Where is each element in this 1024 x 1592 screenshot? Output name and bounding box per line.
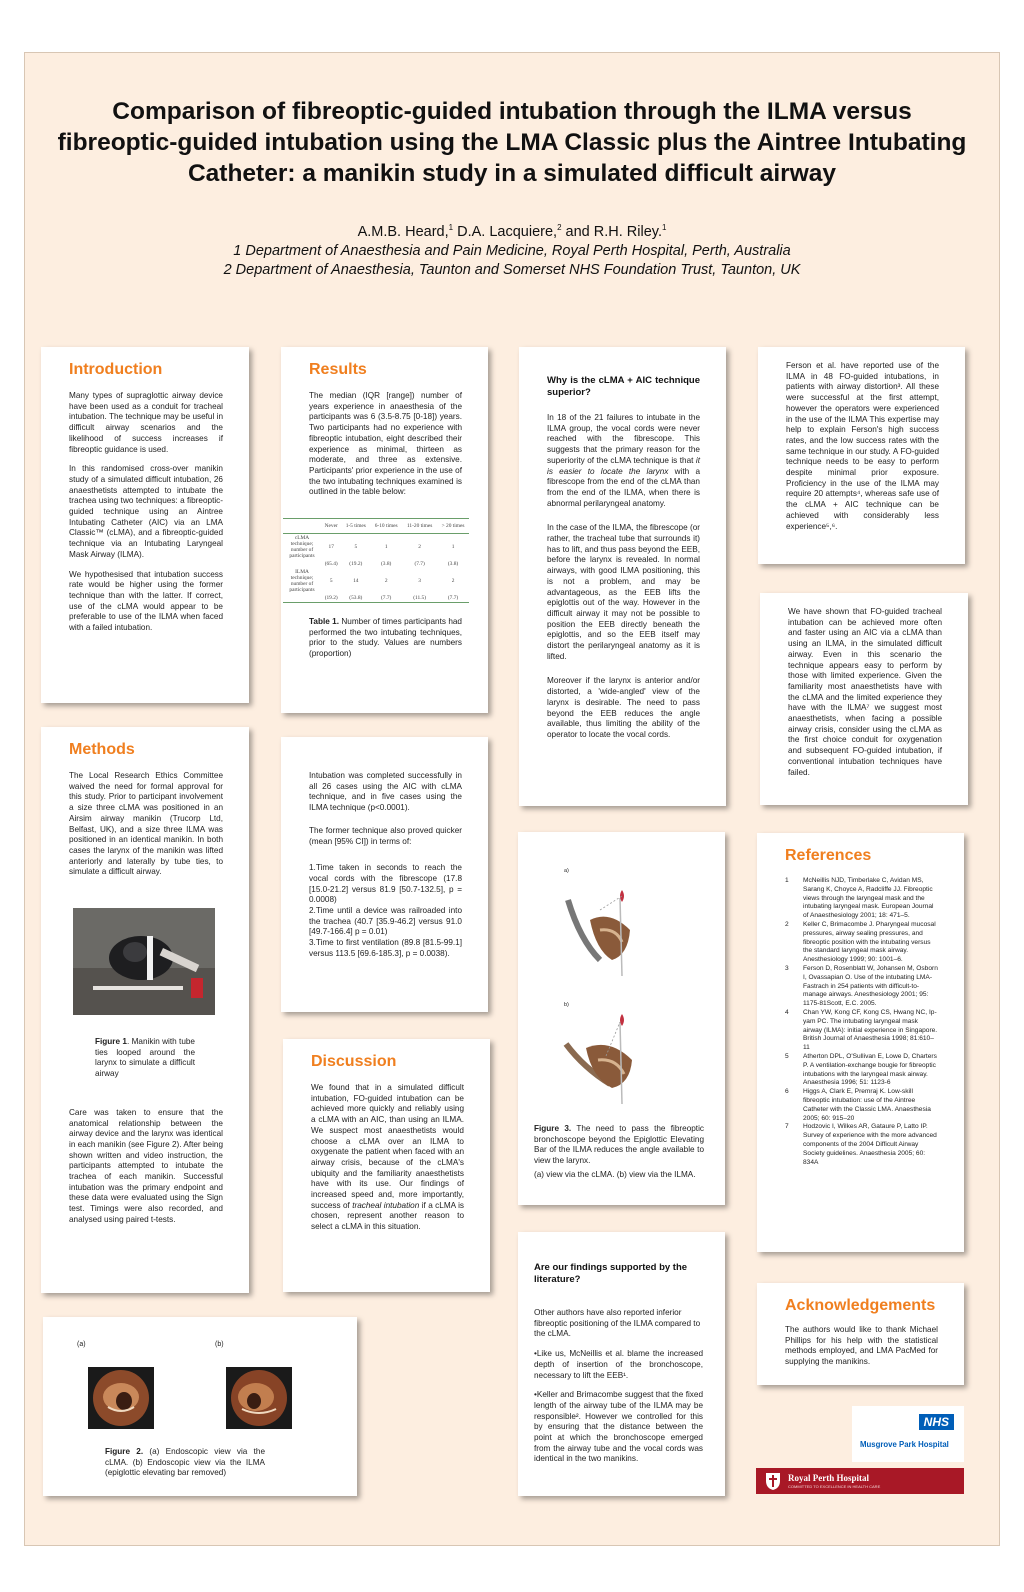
endoscopic-view-b-image <box>226 1367 292 1429</box>
introduction-paragraph-2: In this randomised cross-over manikin study of a simulated difficult intubation, 26 anaesthetists attempted to intubate the trachea using two techniques: a fibreoptic-guided technique using an Aintree Intubating Catheter (AIC) via an LMA Classic™ (cLMA), and a fibreoptic-guided technique via an Intubating Laryngeal Mask Airway (ILMA). <box>69 464 223 559</box>
why-paragraph-2: In the case of the ILMA, the fibrescope (or rather, the tracheal tube that surrounds it) has to lift, and thus pass beyond the EEB, before the larynx is revealed. In normal airways, with good ILMA positioning, this is not a problem, and may be advantageous, as the EEB lifts the epiglottis out of the way. However in the difficult airway it may not be possible to position the EEB directly beneath the epiglottis, and so the EEB itself may distort the perilaryngeal anatomy as it is lifted. <box>547 523 700 661</box>
why-heading: Why is the cLMA + AIC technique superior? <box>547 375 700 398</box>
why-paragraph-1 <box>547 413 700 509</box>
figure-3-label-b: b) <box>564 1002 569 1008</box>
reference-text: Keller C, Brimacombe J. Pharyngeal mucosal pressures, airway sealing pressures, and fibreoptic position with the intubating versus the standard laryngeal mask airway. Anesthesiology 1999; 90: 1001–6. <box>803 920 936 964</box>
figure-3-subcaption: (a) view via the cLMA. (b) view via the ILMA. <box>534 1170 696 1179</box>
author-1-affil: 1 <box>448 223 454 232</box>
figure-3-caption-label: Figure 3. <box>534 1124 572 1133</box>
ferson-panel <box>758 347 965 564</box>
table-1-caption-text: Number of times participants had performed the two intubating techniques, prior to the study. Values are numbers (proportion) <box>309 617 462 659</box>
why-emphasis: it is easier to locate the larynx <box>547 455 700 476</box>
list-item <box>785 1053 938 1088</box>
references-list <box>785 877 938 1167</box>
reference-text: Chan YW, Kong CF, Kong CS, Hwang NC, Ip-yam PC. The intubating laryngeal mask airway (ILMA): initial experience in Singapore. British Journal of Anaesthesia 1998; 81:610–11 <box>803 1008 938 1052</box>
literature-paragraph-3: •Keller and Brimacombe suggest that the fixed length of the airway tube of the ILMA may be responsible². However we controlled for this by ensuring that the distance between the point at which the bronchoscope emerged from the airway tube and the vocal cords was identical in the two manikins. <box>534 1390 703 1464</box>
table-cell: 17 <box>328 544 334 551</box>
reference-number: 7 <box>785 1123 789 1131</box>
results-paragraph-1: The median (IQR [range]) number of years experience in anaesthesia of the participants was 6 (3.5-8.75 [0-18]) years. Two participants had no experience with fibreoptic intubation, eight described their experience as minimal, thirteen as moderate, and three as extensive. Participants' prior experience in the use of the two intubating techniques examined is outlined in the table below: <box>309 391 462 497</box>
list-item <box>785 1088 938 1123</box>
figure-2-caption <box>105 1447 265 1479</box>
results-heading: Results <box>309 361 367 378</box>
literature-heading: Are our findings supported by the literature? <box>534 1262 688 1285</box>
table-cell: 5 <box>354 544 358 551</box>
table-1-label: Table 1. <box>309 617 339 627</box>
why-text-part: with a fibrescope from the end of the cLMA than from the end of the ILMA, when there is abnormal perilaryngeal anatomy. <box>547 466 700 508</box>
table-row <box>283 560 469 568</box>
table-cell: (7.7) <box>414 561 425 568</box>
results-continued-panel <box>281 737 488 1012</box>
ilma-diagram <box>560 1008 656 1104</box>
results-panel <box>281 347 488 713</box>
list-item <box>785 1123 938 1167</box>
introduction-heading: Introduction <box>69 361 163 378</box>
figure-1-caption <box>95 1037 195 1080</box>
title-line-1: Comparison of fibreoptic-guided intubation through the ILMA versus <box>112 98 912 125</box>
list-item <box>785 965 938 1009</box>
manikin-photo-image <box>73 908 215 1015</box>
reference-number: 2 <box>785 920 789 928</box>
table-cell: 3 <box>418 578 421 585</box>
endoscopic-view-a-image <box>88 1367 154 1429</box>
author-list <box>0 218 1024 242</box>
figure-3-label-a: a) <box>564 868 569 874</box>
author-3: and R.H. Riley. <box>561 223 662 240</box>
discussion-panel <box>283 1039 490 1292</box>
list-item <box>785 921 938 965</box>
table-cell: 14 <box>353 578 359 585</box>
table-cell: 2 <box>418 544 421 551</box>
introduction-paragraph-1: Many types of supraglottic airway device have been used as a conduit for tracheal intubation. The technique may be useful in difficult airway scenarios and the likelihood of success increases if fibreoptic guidance is used. <box>69 391 223 454</box>
list-item <box>785 877 938 921</box>
table-cell: (7.7) <box>370 594 402 603</box>
table-header-cell: > 20 times <box>437 519 469 534</box>
table-header-cell: 11-20 times <box>402 519 437 534</box>
author-2-affil: 2 <box>557 223 562 232</box>
discussion-emphasis: tracheal intubation <box>352 1200 420 1210</box>
why-panel <box>519 347 726 806</box>
table-row <box>283 568 469 594</box>
figure-2-caption-text: (a) Endoscopic view via the cLMA. (b) Endoscopic view via the ILMA (epiglottic elevating bar removed) <box>105 1447 266 1478</box>
methods-heading: Methods <box>69 741 135 758</box>
figure-1-caption-text: . Manikin with tube ties looped around the larynx to simulate a difficult airway <box>95 1037 195 1079</box>
table-cell: 2 <box>384 578 388 585</box>
table-cell: (7.7) <box>437 594 469 603</box>
results-continued-paragraph-1: Intubation was completed successfully in all 26 cases using the AIC with cLMA technique, and in five cases using the ILMA technique (p<0.0001). <box>309 771 462 813</box>
table-cell: (3.8) <box>381 561 392 568</box>
references-panel <box>757 833 964 1252</box>
reference-number: 4 <box>785 1008 789 1016</box>
table-cell: (65.4) <box>324 561 338 568</box>
ferson-paragraph: Ferson et al. have reported use of the ILMA in 48 FO-guided intubations, in patients with airway distortion³. All these were successful at the first attempt, however the operators were experienced in the use of the ILMA This expertise may help to explain Ferson's high success rates, and the low success rates with the same technique in our study. A FO-guided technique needs to be easy to perform despite minimal prior exposure. Proficiency in the use of the ILMA may require 20 attempts⁴, whereas safe use of the cLMA + AIC technique can be achieved with considerably less experience⁵,⁶. <box>786 361 939 531</box>
affiliation-1: 1 Department of Anaesthesia and Pain Medicine, Royal Perth Hospital, Perth, Australia <box>233 242 791 259</box>
reference-number: 5 <box>785 1052 789 1060</box>
title-line-3: Catheter: a manikin study in a simulated difficult airway <box>187 160 837 187</box>
methods-panel <box>41 727 249 1293</box>
musgrove-hospital-name: Musgrove Park Hospital <box>860 1440 949 1449</box>
discussion-text-part: if a cLMA is chosen, represent another reason to select a cLMA in this situation. <box>311 1200 464 1232</box>
author-3-affil: 1 <box>661 223 667 232</box>
figure-3-caption <box>534 1124 704 1167</box>
references-heading: References <box>785 847 872 864</box>
table-cell: (3.8) <box>447 561 459 568</box>
table-cell: 5 <box>329 578 333 585</box>
results-continued-paragraph-2: The former technique also proved quicker (mean [95% CI]) in terms of: <box>309 825 462 846</box>
why-paragraph-3: Moreover if the larynx is anterior and/or distorted, a 'wide-angled' view of the larynx is desirable. The need to pass beyond the EEB reduces the angle available, thus limiting the ability of the operator to locate the vocal cords. <box>547 676 700 739</box>
figure-2-caption-label: Figure 2. <box>105 1447 144 1456</box>
table-row-label: cLMA technique; number of participants <box>289 535 315 560</box>
figure-1-photo <box>73 908 215 1015</box>
figure-3-panel <box>518 832 725 1205</box>
discussion-text-part: We found that in a simulated difficult intubation, FO-guided intubation can be achieved more quickly and reliably using a cLMA with an AIC, than using an ILMA. We suspect most anaesthetists would choose a cLMA over an ILMA to oxygenate the patient when faced with an airway crisis, because of the cLMA's ubiquity and the familiarity anaesthetists have with its use. Our findings of increased speed and, more importantly, success of <box>311 1083 464 1210</box>
conclusion-paragraph: We have shown that FO-guided tracheal intubation can be achieved more often and faster using an AIC via a cLMA than using an ILMA, in the simulated difficult airway. Even in this scenario the technique appears easy to perform by those with limited experience. Given the familiarity most anaesthetists have with the cLMA and the limited experience they have with the ILMA⁷ we suggest most anaesthetists, when facing a possible airway crisis, consider using the cLMA as the first choice conduit for oxygenation and subsequent FO-guided intubation, if conventional intubation techniques have failed. <box>788 607 942 777</box>
reference-text: Higgs A, Clark E, Premraj K. Low-skill fibreoptic intubation: use of the Aintree Catheter with the Classic LMA. Anaesthesia 2005; 60: 915–20 <box>803 1088 931 1122</box>
table-cell: (19.2) <box>349 561 363 568</box>
discussion-paragraph-1 <box>311 1083 464 1233</box>
results-item-1: 1.Time taken in seconds to reach the vocal cords with the fibrescope (17.8 [15.0-21.2] versus 81.9 [50.7-132.5], p = 0.0008) <box>309 863 462 905</box>
why-text-part: In 18 of the 21 failures to intubate in the ILMA group, the vocal cords were never reached with the fibrescope. This suggests that the primary reason for the superiority of the cLMA technique is that <box>547 413 700 465</box>
reference-text: Atherton DPL, O'Sullivan E, Lowe D, Charters P. A ventilation-exchange bougie for fibreoptic intubations with the laryngeal mask airway. Anaesthesia 1996; 51: 1123-6 <box>803 1052 937 1087</box>
acknowledgements-heading: Acknowledgements <box>785 1297 936 1314</box>
acknowledgements-text: The authors would like to thank Michael Phillips for his help with the statistical methods employed, and LMA PacMed for supplying the manikins. <box>785 1325 938 1367</box>
table-cell: 1 <box>451 544 455 551</box>
reference-number: 6 <box>785 1088 789 1096</box>
table-header-cell: 1-5 times <box>341 519 370 534</box>
figure-3-caption-text: The need to pass the fibreoptic bronchoscope beyond the Epiglottic Elevating Bar of the ILMA reduces the angle available to view the larynx. <box>534 1124 704 1166</box>
table-cell: 1 <box>384 544 388 551</box>
table-cell: (19.2) <box>321 594 341 603</box>
acknowledgements-panel <box>757 1283 964 1385</box>
reference-text: McNeillis NJD, Timberlake C, Avidan MS, Sarang K, Choyce A, Radcliffe JJ. Fibreoptic views through the laryngeal mask and the intubating laryngeal mask. European Journal of Anaesthesiology 2001; 18: 471–5. <box>803 877 934 920</box>
literature-panel <box>518 1232 725 1496</box>
table-row <box>283 534 469 561</box>
rph-name: Royal Perth Hospital <box>788 1473 869 1483</box>
conclusion-panel <box>760 593 968 805</box>
author-1: A.M.B. Heard, <box>357 223 449 240</box>
table-cell: (11.5) <box>402 594 437 603</box>
experience-table <box>283 518 469 603</box>
crest-icon <box>764 1471 782 1491</box>
introduction-paragraph-3: We hypothesised that intubation success rate would be higher using the former technique than with the latter. If correct, use of the cLMA would appear to be preferable to use of the ILMA when faced with a failed intubation. <box>69 569 223 633</box>
literature-paragraph-2: •Like us, McNeillis et al. blame the increased depth of insertion of the bronchoscope, necessary to lift the EEB¹. <box>534 1349 703 1380</box>
royal-perth-hospital-logo <box>756 1468 964 1494</box>
rph-tagline: COMMITTED TO EXCELLENCE IN HEALTH CARE <box>788 1484 881 1489</box>
poster-title <box>0 96 1024 189</box>
affiliation-2: 2 Department of Anaesthesia, Taunton and Somerset NHS Foundation Trust, Taunton, UK <box>223 261 801 278</box>
table-header-row <box>283 519 469 534</box>
figure-2-panel <box>43 1317 357 1496</box>
table-row <box>283 594 469 603</box>
author-2: D.A. Lacquiere, <box>453 223 558 240</box>
table-header-cell: Never <box>321 519 341 534</box>
table-cell: (53.8) <box>341 594 370 603</box>
nhs-logo <box>852 1406 964 1462</box>
reference-text: Ferson D, Rosenblatt W, Johansen M, Osborn I, Ovassapian O. Use of the intubating LMA-Fastrach in 254 patients with difficult-to-manage airways. Anesthesiology 2001; 95: 1175-81Scott, E.C. 2005. <box>803 964 938 1008</box>
introduction-panel <box>41 347 249 703</box>
figure-2-label-a: (a) <box>77 1341 86 1348</box>
figure-1-label: Figure 1 <box>95 1037 127 1047</box>
reference-number: 3 <box>785 964 789 972</box>
methods-paragraph-2: Care was taken to ensure that the anatomical relationship between the airway device and the larynx was identical in each manikin (see Figure 2). After being shown written and video instruction, the participants attempted to intubate the trachea of each manikin. Successful intubation was the primary endpoint and these data were evaluated using the Sign test. Timings were also recorded, and analysed using paired t-tests. <box>69 1107 223 1224</box>
table-header-cell: 6-10 times <box>370 519 402 534</box>
nhs-badge: NHS <box>919 1414 954 1430</box>
literature-paragraph-1: Other authors have also reported inferior fibreoptic positioning of the ILMA compared to the cLMA. <box>534 1308 701 1339</box>
title-line-2: fibreoptic-guided intubation using the LMA Classic plus the Aintree Intubating <box>57 129 967 156</box>
clma-diagram <box>560 880 656 976</box>
author-block <box>0 218 1024 280</box>
results-item-3: 3.Time to first ventilation (89.8 [81.5-99.1] versus 113.5 [69.6-185.3], p = 0.0038). <box>309 938 462 958</box>
methods-paragraph-1: The Local Research Ethics Committee waived the need for formal approval for this study. Prior to participant involvement a size three cLMA was positioned in an Airsim airway manikin (Trucorp Ltd, Belfast, UK), and a size three ILMA was positioned in an identical manikin. In both cases the larynx of the manikin was lifted anteriorly and laterally by tube ties, to simulate a difficult airway. <box>69 771 223 877</box>
reference-text: Hodzovic I, Wilkes AR, Gataure P, Latto IP. Survey of experience with the more advanced components of the 2004 Difficult Airway Society guidelines. Anaesthesia 2005; 60: 834A <box>803 1123 937 1166</box>
table-header-cell <box>283 519 321 534</box>
discussion-heading: Discussion <box>311 1053 397 1070</box>
list-item <box>785 1009 938 1053</box>
reference-number: 1 <box>785 877 789 884</box>
table-1-caption <box>309 617 462 660</box>
table-cell: 2 <box>451 578 455 585</box>
results-item-2: 2.Time until a device was railroaded into the trachea (40.7 [35.9-46.2] versus 91.0 [49.7-166.4] p = 0.01) <box>309 906 462 937</box>
figure-2-label-b: (b) <box>215 1341 224 1348</box>
table-row-label: ILMA technique; number of participants <box>289 569 315 594</box>
